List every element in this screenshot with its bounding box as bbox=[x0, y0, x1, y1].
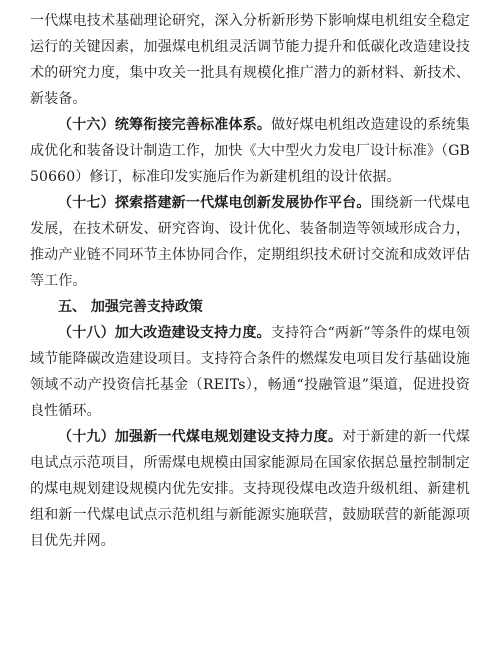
paragraph-18-body: 支持符合“两新”等条件的煤电领域节能降碳改造建设项目。支持符合条件的燃煤发电项目发行基础设施领域不动产投资信托基金（REITs），畅通“投融管退”渠道，促进投资良性循环。 bbox=[30, 325, 470, 419]
paragraph-19-heading: （十九）加强新一代煤电规划建设支持力度。 bbox=[58, 429, 343, 445]
paragraph-17 bbox=[30, 190, 470, 294]
paragraph-19-body: 对于新建的新一代煤电试点示范项目，所需煤电规模由国家能源局在国家依据总量控制制定的煤电规划建设规模内优先安排。支持现役煤电改造升级机组、新建机组和新一代煤电试点示范机组与新能源实施联营，鼓励联营的新能源项目优先并网。 bbox=[30, 429, 470, 549]
paragraph-intro bbox=[30, 8, 470, 112]
paragraph-18 bbox=[30, 320, 470, 424]
paragraph-16-heading: （十六）统筹衔接完善标准体系。 bbox=[58, 117, 272, 133]
paragraph-intro-body: 一代煤电技术基础理论研究，深入分析新形势下影响煤电机组安全稳定运行的关键因素，加强煤电机组灵活调节能力提升和低碳化改造建设技术的研究力度，集中攻关一批具有规模化推广潜力的新材料、新技术、新装备。 bbox=[30, 13, 470, 107]
paragraph-16 bbox=[30, 112, 470, 190]
paragraph-19 bbox=[30, 424, 470, 554]
paragraph-18-heading: （十八）加大改造建设支持力度。 bbox=[58, 325, 271, 341]
paragraph-17-body: 围绕新一代煤电发展，在技术研发、研究咨询、设计优化、装备制造等领域形成合力，推动产业链不同环节主体协同合作，定期组织技术研讨交流和成效评估等工作。 bbox=[30, 195, 470, 289]
paragraph-17-heading: （十七）探索搭建新一代煤电创新发展协作平台。 bbox=[58, 195, 371, 211]
document-page bbox=[30, 8, 470, 554]
section-heading-5: 五、 加强完善支持政策 bbox=[58, 299, 203, 315]
paragraph-16-body: 做好煤电机组改造建设的系统集成优化和装备设计制造工作，加快《大中型火力发电厂设计标准》（GB 50660）修订，标准印发实施后作为新建机组的设计依据。 bbox=[30, 117, 471, 185]
